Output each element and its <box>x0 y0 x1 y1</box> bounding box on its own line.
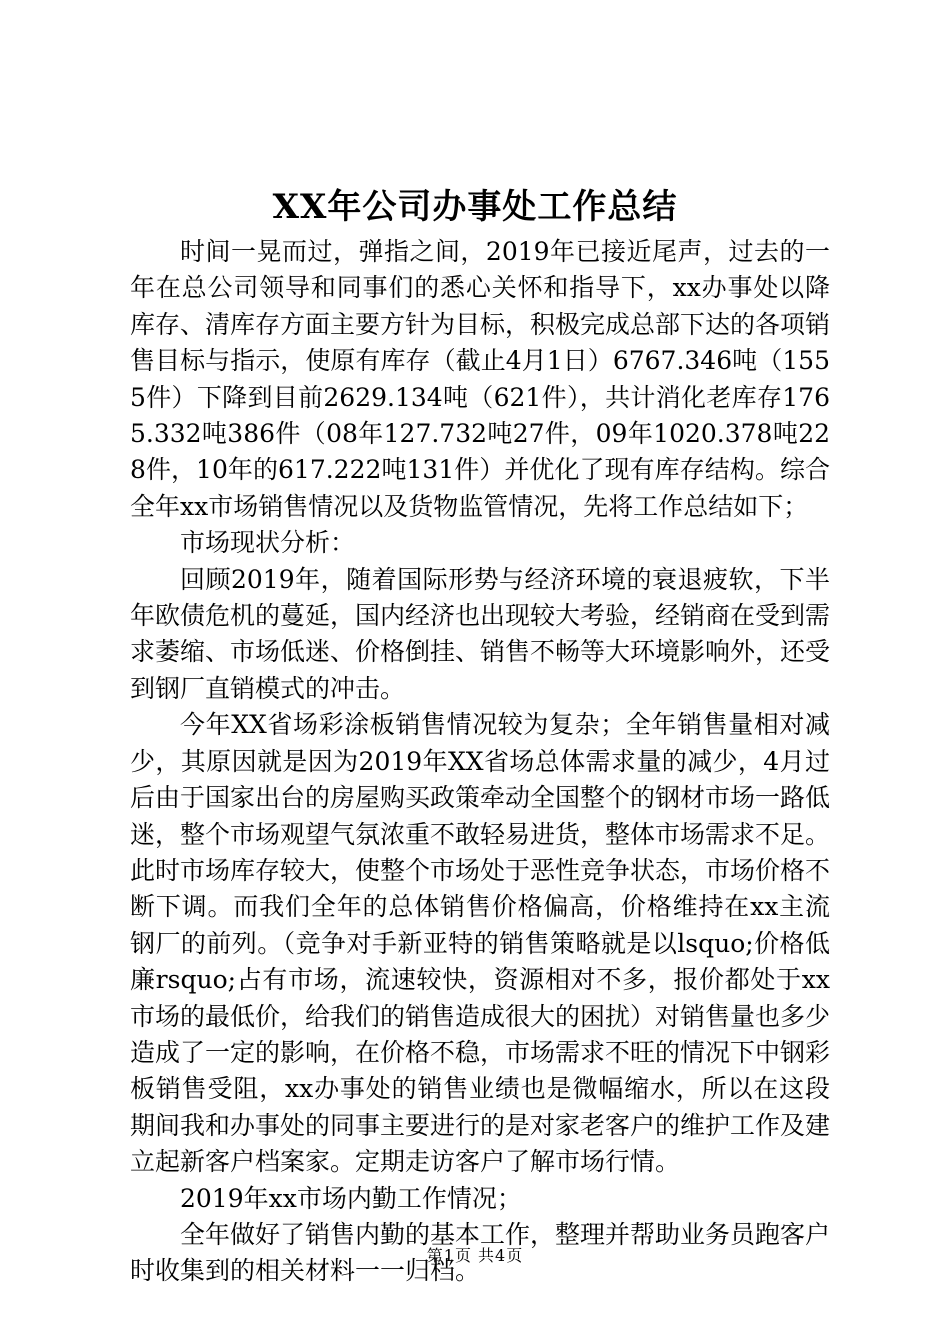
document-title: XX年公司办事处工作总结 <box>272 187 678 227</box>
paragraph-office-work-heading: 2019年xx市场内勤工作情况； <box>180 1183 522 1213</box>
paragraph-market-heading: 市场现状分析： <box>180 528 356 558</box>
document-body <box>130 234 830 1290</box>
paragraph-sales-situation: 今年XX省场彩涂板销售情况较为复杂；全年销售量相对减少，其原因就是因为2019年XX省场总体需求量的减少，4月过后由于国家出台的房屋购买政策牵动全国整个的钢材市场一路低迷，整个市场观望气氛浓重不敢轻易进货，整体市场需求不足。此时市场库存较大，使整个市场处于恶性竞争状态，市场价格不断下调。而我们全年的总体销售价格偏高，价格维持在xx主流钢厂的前列。（竞争对手新亚特的销售策略就是以lsquo;价格低廉rsquo;占有市场，流速较快，资源相对不多，报价都处于xx市场的最低价，给我们的销售造成很大的困扰）对销售量也多少造成了一定的影响，在价格不稳，市场需求不旺的情况下中钢彩板销售受阻，xx办事处的销售业绩也是微幅缩水，所以在这段期间我和办事处的同事主要进行的是对家老客户的维护工作及建立起新客户档案家。定期走访客户了解市场行情。 <box>130 710 831 1177</box>
paragraph-review: 回顾2019年，随着国际形势与经济环境的衰退疲软，下半年欧债危机的蔓延，国内经济也出现较大考验，经销商在受到需求萎缩、市场低迷、价格倒挂、销售不畅等大环境影响外，还受到钢厂直销模式的冲击。 <box>130 564 831 703</box>
paragraph-office-work: 全年做好了销售内勤的基本工作，整理并帮助业务员跑客户时收集到的相关材料一一归档。 <box>130 1219 831 1286</box>
paragraph-intro: 时间一晃而过，弹指之间，2019年已接近尾声，过去的一年在总公司领导和同事们的悉心关怀和指导下，xx办事处以降库存、清库存方面主要方针为目标，积极完成总部下达的各项销售目标与指示，使原有库存（截止4月1日）6767.346吨（1555件）下降到目前2629.134吨（621件），共计消化老库存1765.332吨386件（08年127.732吨27件，09年1020.378吨228件，10年的617.222吨131件）并优化了现有库存结构。综合全年xx市场销售情况以及货物监管情况，先将工作总结如下； <box>130 237 831 521</box>
page-number-footer: 第1页 共4页 <box>426 1246 524 1265</box>
